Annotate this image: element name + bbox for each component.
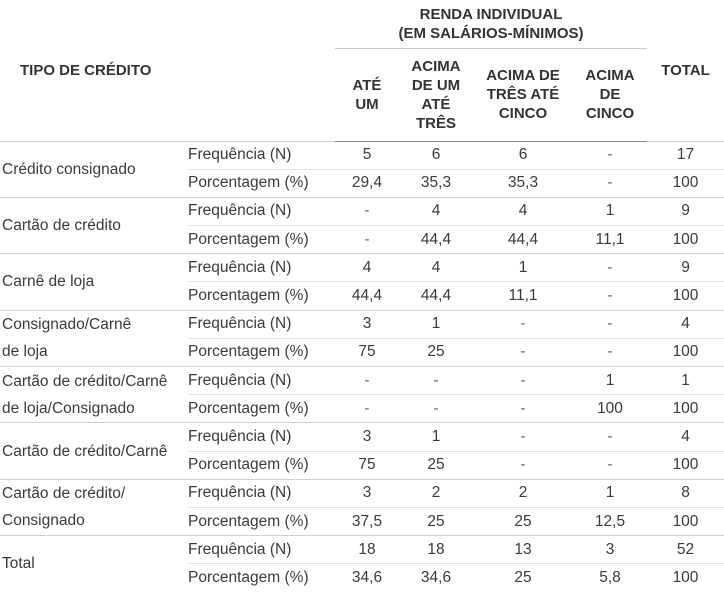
- cell-value: 3: [573, 536, 647, 564]
- cell-value: 5: [335, 141, 399, 169]
- cell-value: 75: [335, 338, 399, 366]
- cell-value: 11,1: [473, 282, 573, 310]
- measure-frequency-label: Frequência (N): [188, 536, 335, 564]
- cell-value: 12,5: [573, 507, 647, 535]
- credit-type-label: Cartão de crédito/ Consignado: [0, 479, 188, 535]
- cell-value: 1: [399, 310, 473, 338]
- cell-value: 4: [473, 197, 573, 225]
- cell-value: 3: [335, 423, 399, 451]
- cell-value: -: [473, 338, 573, 366]
- measure-frequency-label: Frequência (N): [188, 141, 335, 169]
- header-credit-type: TIPO DE CRÉDITO: [20, 61, 152, 79]
- cell-value: 1: [647, 367, 724, 395]
- cell-value: 9: [647, 197, 724, 225]
- cell-value: 25: [399, 451, 473, 479]
- cell-value: 1: [399, 423, 473, 451]
- measure-frequency-label: Frequência (N): [188, 367, 335, 395]
- cell-value: 25: [399, 338, 473, 366]
- measure-percentage-label: Porcentagem (%): [188, 395, 335, 423]
- header-above-five: ACIMA DE CINCO: [573, 48, 647, 141]
- measure-frequency-label: Frequência (N): [188, 310, 335, 338]
- table-row: [0, 197, 724, 225]
- cell-value: -: [399, 367, 473, 395]
- cell-value: 44,4: [335, 282, 399, 310]
- cell-value: 1: [573, 197, 647, 225]
- measure-frequency-label: Frequência (N): [188, 479, 335, 507]
- measure-frequency-label: Frequência (N): [188, 254, 335, 282]
- cell-value: 34,6: [335, 564, 399, 592]
- measure-percentage-label: Porcentagem (%): [188, 507, 335, 535]
- measure-percentage-label: Porcentagem (%): [188, 282, 335, 310]
- cell-value: -: [335, 197, 399, 225]
- cell-value: -: [573, 254, 647, 282]
- cell-value: -: [573, 282, 647, 310]
- table-row: [0, 536, 724, 564]
- cell-value: 52: [647, 536, 724, 564]
- cell-value: 9: [647, 254, 724, 282]
- credit-type-label: Consignado/Carnê de loja: [0, 310, 188, 366]
- cell-value: 35,3: [473, 169, 573, 197]
- cell-value: 6: [399, 141, 473, 169]
- cell-value: 3: [335, 479, 399, 507]
- cell-value: 100: [647, 226, 724, 254]
- cell-value: 44,4: [399, 226, 473, 254]
- credit-type-label: Total: [0, 536, 188, 592]
- table-row: [0, 254, 724, 282]
- cell-value: 13: [473, 536, 573, 564]
- cell-value: -: [573, 169, 647, 197]
- header-up-to-one: ATÉ UM: [335, 48, 399, 141]
- cell-value: -: [573, 423, 647, 451]
- cell-value: 100: [647, 564, 724, 592]
- cell-value: 25: [473, 507, 573, 535]
- table-body: [0, 141, 724, 592]
- measure-percentage-label: Porcentagem (%): [188, 451, 335, 479]
- cell-value: -: [473, 395, 573, 423]
- cell-value: 18: [335, 536, 399, 564]
- header-income-group: RENDA INDIVIDUAL (EM SALÁRIOS-MÍNIMOS): [335, 0, 647, 48]
- cell-value: 100: [647, 169, 724, 197]
- table-row: [0, 367, 724, 395]
- measure-percentage-label: Porcentagem (%): [188, 564, 335, 592]
- cell-value: 100: [647, 282, 724, 310]
- cell-value: 4: [399, 254, 473, 282]
- cell-value: -: [473, 367, 573, 395]
- cell-value: 100: [647, 451, 724, 479]
- cell-value: 11,1: [573, 226, 647, 254]
- credit-type-label: Cartão de crédito/Carnê: [0, 423, 188, 479]
- cell-value: -: [573, 338, 647, 366]
- cell-value: 1: [473, 254, 573, 282]
- measure-frequency-label: Frequência (N): [188, 423, 335, 451]
- cell-value: -: [573, 141, 647, 169]
- credit-type-label: Cartão de crédito: [0, 197, 188, 253]
- cell-value: 4: [399, 197, 473, 225]
- cell-value: 17: [647, 141, 724, 169]
- cell-value: -: [573, 310, 647, 338]
- cell-value: 25: [399, 507, 473, 535]
- cell-value: 25: [473, 564, 573, 592]
- table-row: [0, 141, 724, 169]
- cell-value: 4: [647, 310, 724, 338]
- cell-value: 44,4: [473, 226, 573, 254]
- cell-value: 44,4: [399, 282, 473, 310]
- cell-value: -: [473, 451, 573, 479]
- cell-value: 75: [335, 451, 399, 479]
- cell-value: -: [399, 395, 473, 423]
- measure-percentage-label: Porcentagem (%): [188, 226, 335, 254]
- cell-value: -: [335, 395, 399, 423]
- cell-value: 3: [335, 310, 399, 338]
- measure-percentage-label: Porcentagem (%): [188, 169, 335, 197]
- measure-frequency-label: Frequência (N): [188, 197, 335, 225]
- measure-percentage-label: Porcentagem (%): [188, 338, 335, 366]
- table-row: [0, 310, 724, 338]
- cell-value: 37,5: [335, 507, 399, 535]
- cell-value: 100: [573, 395, 647, 423]
- cell-value: 1: [573, 479, 647, 507]
- credit-type-label: Crédito consignado: [0, 141, 188, 197]
- cell-value: 4: [335, 254, 399, 282]
- cell-value: 35,3: [399, 169, 473, 197]
- cell-value: 1: [573, 367, 647, 395]
- table-row: [0, 479, 724, 507]
- header-one-to-three: ACIMA DE UM ATÉ TRÊS: [399, 48, 473, 141]
- cell-value: -: [335, 226, 399, 254]
- cell-value: -: [473, 423, 573, 451]
- cell-value: 29,4: [335, 169, 399, 197]
- table-row: [0, 423, 724, 451]
- cell-value: 2: [399, 479, 473, 507]
- cell-value: -: [473, 310, 573, 338]
- credit-type-label: Carnê de loja: [0, 254, 188, 310]
- cell-value: 8: [647, 479, 724, 507]
- header-total: TOTAL: [661, 61, 710, 79]
- cell-value: 5,8: [573, 564, 647, 592]
- header-three-to-five: ACIMA DE TRÊS ATÉ CINCO: [473, 48, 573, 141]
- cell-value: 6: [473, 141, 573, 169]
- cell-value: 100: [647, 338, 724, 366]
- cell-value: 100: [647, 395, 724, 423]
- cell-value: -: [573, 451, 647, 479]
- cell-value: 2: [473, 479, 573, 507]
- cell-value: 18: [399, 536, 473, 564]
- cell-value: 100: [647, 507, 724, 535]
- credit-type-label: Cartão de crédito/Carnê de loja/Consignado: [0, 367, 188, 423]
- cell-value: -: [335, 367, 399, 395]
- cell-value: 34,6: [399, 564, 473, 592]
- cell-value: 4: [647, 423, 724, 451]
